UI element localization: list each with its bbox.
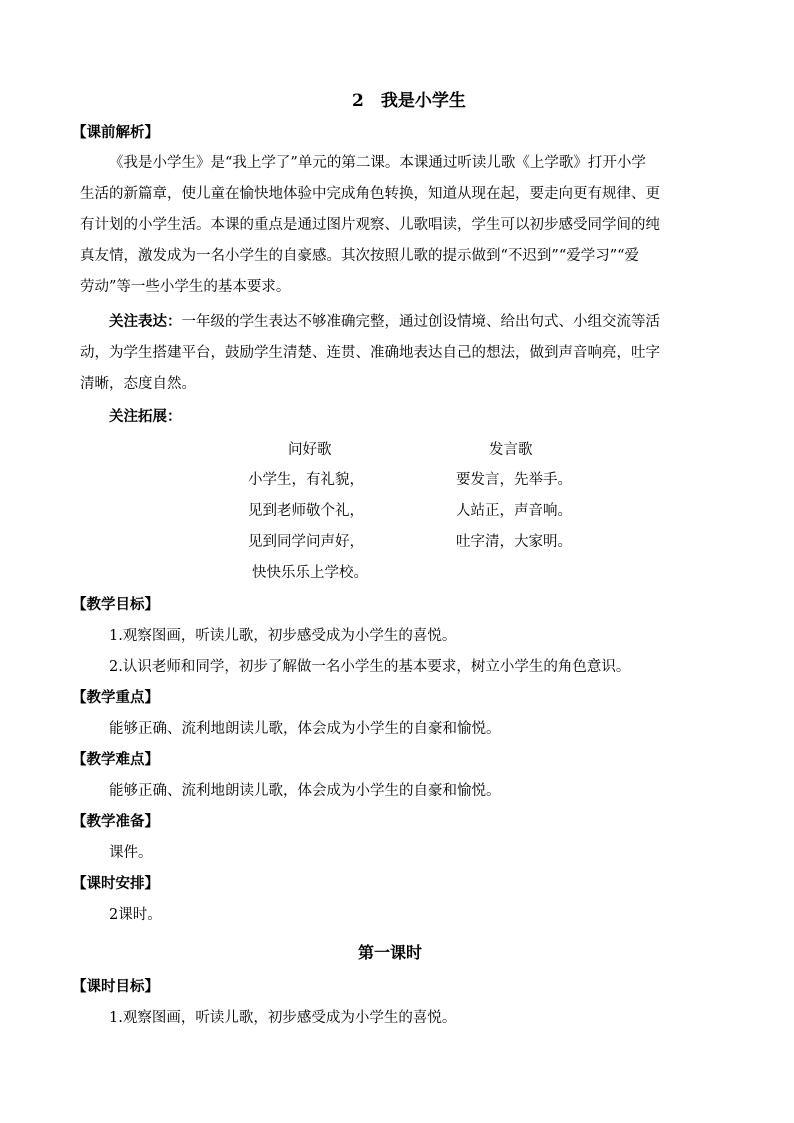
poem-line: 要发言，先举手。 <box>456 472 572 488</box>
pre-analysis-heading: 【课前解析】 <box>72 124 159 141</box>
paragraph-line: 有计划的小学生活。本课的重点是通过图片观察、儿歌唱读，学生可以初步感受同学间的纯 <box>80 217 660 233</box>
key-points-text: 能够正确、流利地朗读儿歌，体会成为小学生的自豪和愉悦。 <box>109 721 501 737</box>
paragraph-line: 劳动”等一些小学生的基本要求。 <box>80 279 291 295</box>
paragraph-line: 真友情，激发成为一名小学生的自豪感。其次按照儿歌的提示做到“不迟到”“爱学习”“爱 <box>80 248 640 264</box>
lesson-goal-item: 1.观察图画，听读儿歌，初步感受成为小学生的喜悦。 <box>109 1010 457 1026</box>
lesson-title: 2 我是小学生 <box>352 91 466 111</box>
poem-line: 吐字清，大家明。 <box>456 534 572 550</box>
key-points-heading: 【教学重点】 <box>72 689 159 706</box>
focus-expression-text: 一年级的学生表达不够准确完整，通过创设情境、给出句式、小组交流等活 <box>181 314 660 330</box>
paragraph-line <box>109 310 660 331</box>
preparation-text: 课件。 <box>109 845 153 861</box>
paragraph-line: 《我是小学生》是“我上学了”单元的第二课。本课通过听读儿歌《上学歌》打开小学 <box>109 155 646 171</box>
schedule-text: 2课时。 <box>109 907 162 923</box>
poem-line: 见到同学问声好， <box>248 534 364 550</box>
poem-line: 快快乐乐上学校。 <box>252 565 368 581</box>
poem-line: 见到老师敬个礼， <box>248 503 364 519</box>
teaching-goal-item: 2.认识老师和同学，初步了解做一名小学生的基本要求，树立小学生的角色意识。 <box>109 659 631 675</box>
paragraph-line: 生活的新篇章，使儿童在愉快地体验中完成角色转换，知道从现在起，要走向更有规律、更 <box>80 186 660 202</box>
schedule-heading: 【课时安排】 <box>72 875 159 892</box>
difficulties-text: 能够正确、流利地朗读儿歌，体会成为小学生的自豪和愉悦。 <box>109 783 501 799</box>
first-lesson-title: 第一课时 <box>358 943 423 962</box>
difficulties-heading: 【教学难点】 <box>72 751 159 768</box>
paragraph-line: 清晰，态度自然。 <box>80 376 196 392</box>
teaching-goals-heading: 【教学目标】 <box>72 596 159 613</box>
focus-extension-label: 关注拓展： <box>109 408 182 425</box>
preparation-heading: 【教学准备】 <box>72 813 159 830</box>
poem-line: 人站正，声音响。 <box>456 503 572 519</box>
poem-line: 小学生，有礼貌， <box>248 472 364 488</box>
paragraph-line: 动，为学生搭建平台，鼓励学生清楚、连贯、准确地表达自己的想法，做到声音响亮，吐字 <box>80 345 660 361</box>
teaching-goal-item: 1.观察图画，听读儿歌，初步感受成为小学生的喜悦。 <box>109 628 457 644</box>
lesson-goals-heading: 【课时目标】 <box>72 978 159 995</box>
poem-title: 问好歌 <box>288 442 332 458</box>
focus-expression-label: 关注表达： <box>109 313 182 330</box>
poem-title: 发言歌 <box>489 442 533 458</box>
